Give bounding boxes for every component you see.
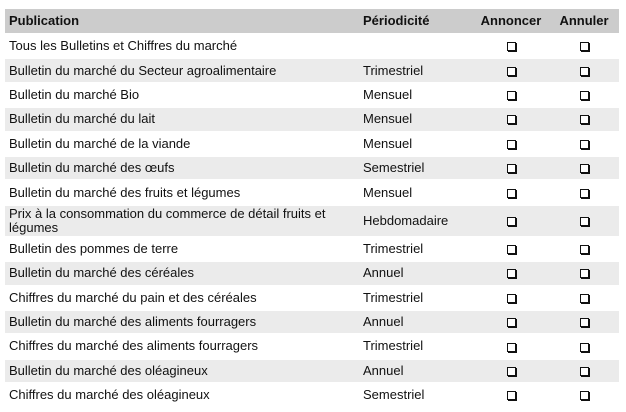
periodicite-value: Annuel (359, 360, 473, 382)
annuler-checkbox-icon[interactable] (580, 42, 589, 51)
publication-name: Chiffres du marché du pain et des céréales (5, 287, 359, 309)
annuler-checkbox-icon[interactable] (580, 140, 589, 149)
annuler-cell (549, 384, 619, 406)
annuler-checkbox-icon[interactable] (580, 67, 589, 76)
table-row (5, 238, 619, 260)
annoncer-checkbox-icon[interactable] (507, 140, 516, 149)
annuler-checkbox-icon[interactable] (580, 91, 589, 100)
column-header-annoncer: Annoncer (473, 9, 549, 33)
table-row (5, 157, 619, 179)
publication-name: Bulletin du marché des oléagineux (5, 360, 359, 382)
annuler-cell (549, 262, 619, 284)
annuler-checkbox-icon[interactable] (580, 343, 589, 352)
annoncer-checkbox-icon[interactable] (507, 42, 516, 51)
annoncer-checkbox-icon[interactable] (507, 269, 516, 278)
publication-name: Bulletin du marché du lait (5, 108, 359, 130)
table-row (5, 133, 619, 155)
publication-name: Bulletin du marché des fruits et légumes (5, 181, 359, 203)
annoncer-checkbox-icon[interactable] (507, 391, 516, 400)
periodicite-value: Trimestriel (359, 335, 473, 357)
publication-name: Bulletin du marché du Secteur agroalimentaire (5, 59, 359, 81)
annuler-checkbox-icon[interactable] (580, 245, 589, 254)
header-row (5, 9, 619, 33)
periodicite-value: Mensuel (359, 181, 473, 203)
periodicite-value: Mensuel (359, 108, 473, 130)
periodicite-value: Mensuel (359, 133, 473, 155)
annoncer-checkbox-icon[interactable] (507, 245, 516, 254)
annuler-cell (549, 335, 619, 357)
periodicite-value: Trimestriel (359, 59, 473, 81)
column-header-annuler: Annuler (549, 9, 619, 33)
annoncer-checkbox-icon[interactable] (507, 343, 516, 352)
annuler-checkbox-icon[interactable] (580, 164, 589, 173)
periodicite-value: Trimestriel (359, 238, 473, 260)
periodicite-value: Mensuel (359, 84, 473, 106)
publication-name: Bulletin du marché de la viande (5, 133, 359, 155)
annuler-checkbox-icon[interactable] (580, 269, 589, 278)
annuler-cell (549, 181, 619, 203)
annuler-checkbox-icon[interactable] (580, 367, 589, 376)
annoncer-checkbox-icon[interactable] (507, 189, 516, 198)
annoncer-checkbox-icon[interactable] (507, 294, 516, 303)
annuler-checkbox-icon[interactable] (580, 189, 589, 198)
annoncer-cell (473, 157, 549, 179)
publication-name: Bulletin des pommes de terre (5, 238, 359, 260)
annuler-cell (549, 287, 619, 309)
annuler-cell (549, 206, 619, 236)
table-row (5, 35, 619, 57)
table-row (5, 181, 619, 203)
annuler-cell (549, 35, 619, 57)
table-body (5, 35, 619, 406)
annoncer-checkbox-icon[interactable] (507, 91, 516, 100)
annuler-cell (549, 59, 619, 81)
annoncer-checkbox-icon[interactable] (507, 367, 516, 376)
publication-name: Chiffres du marché des aliments fourragers (5, 335, 359, 357)
periodicite-value: Annuel (359, 262, 473, 284)
annuler-cell (549, 238, 619, 260)
annuler-checkbox-icon[interactable] (580, 294, 589, 303)
publication-name: Bulletin du marché des aliments fourragers (5, 311, 359, 333)
annoncer-cell (473, 262, 549, 284)
publication-name: Prix à la consommation du commerce de détail fruits et légumes (5, 206, 359, 236)
annuler-cell (549, 133, 619, 155)
annoncer-cell (473, 59, 549, 81)
annoncer-checkbox-icon[interactable] (507, 164, 516, 173)
periodicite-value: Trimestriel (359, 287, 473, 309)
periodicite-value: Semestriel (359, 384, 473, 406)
periodicite-value: Semestriel (359, 157, 473, 179)
table-row (5, 384, 619, 406)
table-row (5, 311, 619, 333)
annuler-checkbox-icon[interactable] (580, 391, 589, 400)
annuler-checkbox-icon[interactable] (580, 217, 589, 226)
table-row (5, 108, 619, 130)
annuler-checkbox-icon[interactable] (580, 318, 589, 327)
annuler-cell (549, 157, 619, 179)
column-header-publication: Publication (5, 9, 359, 33)
annuler-cell (549, 311, 619, 333)
publication-name: Tous les Bulletins et Chiffres du marché (5, 35, 359, 57)
annoncer-cell (473, 206, 549, 236)
annoncer-checkbox-icon[interactable] (507, 217, 516, 226)
table-row (5, 335, 619, 357)
annoncer-cell (473, 384, 549, 406)
annuler-checkbox-icon[interactable] (580, 115, 589, 124)
annuler-cell (549, 360, 619, 382)
annoncer-checkbox-icon[interactable] (507, 115, 516, 124)
table-row (5, 84, 619, 106)
annoncer-cell (473, 311, 549, 333)
table-row (5, 262, 619, 284)
periodicite-value: Hebdomadaire (359, 206, 473, 236)
annoncer-cell (473, 84, 549, 106)
annoncer-cell (473, 238, 549, 260)
annoncer-cell (473, 35, 549, 57)
publication-name: Bulletin du marché des œufs (5, 157, 359, 179)
annoncer-cell (473, 181, 549, 203)
annoncer-checkbox-icon[interactable] (507, 318, 516, 327)
column-header-periodicite: Périodicité (359, 9, 473, 33)
annuler-cell (549, 108, 619, 130)
annuler-cell (549, 84, 619, 106)
periodicite-value: Annuel (359, 311, 473, 333)
table-row (5, 287, 619, 309)
annoncer-cell (473, 287, 549, 309)
annoncer-cell (473, 335, 549, 357)
table-row (5, 59, 619, 81)
table-row (5, 360, 619, 382)
publication-name: Bulletin du marché Bio (5, 84, 359, 106)
periodicite-value (359, 35, 473, 57)
publication-name: Chiffres du marché des oléagineux (5, 384, 359, 406)
annoncer-checkbox-icon[interactable] (507, 67, 516, 76)
annoncer-cell (473, 108, 549, 130)
table-header (5, 9, 619, 33)
table-row (5, 206, 619, 236)
publication-name: Bulletin du marché des céréales (5, 262, 359, 284)
subscription-table (5, 7, 619, 408)
annoncer-cell (473, 133, 549, 155)
annoncer-cell (473, 360, 549, 382)
